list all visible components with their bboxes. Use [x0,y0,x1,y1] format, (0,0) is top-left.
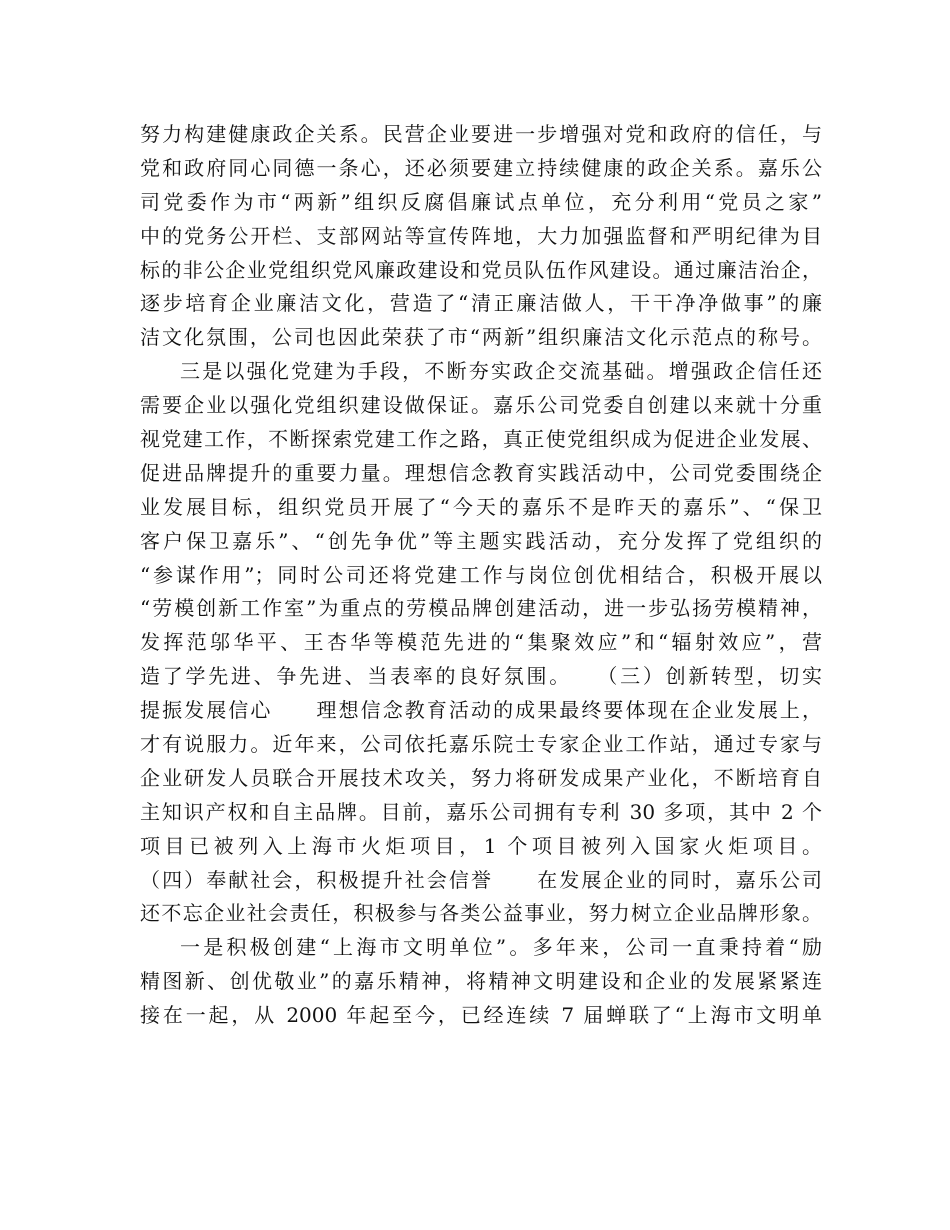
text-line: 业发展目标，组织党员开展了“今天的嘉乐不是昨天的嘉乐”、“保卫 [140,494,822,519]
text-line: 需要企业以强化党组织建设做保证。嘉乐公司党委自创建以来就十分重 [140,393,822,418]
text-line: 接在一起，从 2000 年起至今，已经连续 7 届蝉联了“上海市文明单 [140,1003,822,1028]
body-text [140,118,822,1033]
text-line: 促进品牌提升的重要力量。理想信念教育实践活动中，公司党委围绕企 [140,460,822,485]
text-line: 党和政府同心同德一条心，还必须要建立持续健康的政企关系。嘉乐公 [140,155,822,180]
text-line: “参谋作用”；同时公司还将党建工作与岗位创优相结合，积极开展以 [140,562,822,587]
text-line: 企业研发人员联合开展技术攻关，努力将研发成果产业化，不断培育自 [140,765,822,790]
text-line: 视党建工作，不断探索党建工作之路，真正使党组织成为促进企业发展、 [140,427,822,452]
text-line: 还不忘企业社会责任，积极参与各类公益事业，努力树立企业品牌形象。 [140,901,822,926]
text-line: 客户保卫嘉乐”、“创先争优”等主题实践活动，充分发挥了党组织的 [140,528,822,553]
paragraph-first-line: 三是以强化党建为手段，不断夯实政企交流基础。增强政企信任还 [180,359,822,384]
text-line: 精图新、创优敬业”的嘉乐精神，将精神文明建设和企业的发展紧紧连 [140,969,822,994]
text-line: 中的党务公开栏、支部网站等宣传阵地，大力加强监督和严明纪律为目 [140,223,822,248]
text-line: 造了学先进、争先进、当表率的良好氛围。 （三）创新转型，切实 [140,664,822,689]
text-line: 标的非公企业党组织党风廉政建设和党员队伍作风建设。通过廉洁治企， [140,257,822,282]
text-line: （四）奉献社会，积极提升社会信誉 在发展企业的同时，嘉乐公司 [140,867,822,892]
text-line: 主知识产权和自主品牌。目前，嘉乐公司拥有专利 30 多项，其中 2 个 [140,799,822,824]
text-line: 才有说服力。近年来，公司依托嘉乐院士专家企业工作站，通过专家与 [140,732,822,757]
text-line: “劳模创新工作室”为重点的劳模品牌创建活动，进一步弘扬劳模精神， [140,596,822,621]
paragraph-first-line: 一是积极创建“上海市文明单位”。多年来，公司一直秉持着“励 [180,935,822,960]
text-line: 项目已被列入上海市火炬项目，1 个项目被列入国家火炬项目。 [140,833,822,858]
text-line: 发挥范邬华平、王杏华等模范先进的“集聚效应”和“辐射效应”，营 [140,630,822,655]
text-line: 司党委作为市“两新”组织反腐倡廉试点单位，充分利用“党员之家” [140,189,822,214]
text-line: 提振发展信心 理想信念教育活动的成果最终要体现在企业发展上， [140,698,822,723]
text-line: 逐步培育企业廉洁文化，营造了“清正廉洁做人，干干净净做事”的廉 [140,291,822,316]
text-line: 洁文化氛围，公司也因此荣获了市“两新”组织廉洁文化示范点的称号。 [140,325,822,350]
text-line: 努力构建健康政企关系。民营企业要进一步增强对党和政府的信任，与 [140,122,822,146]
